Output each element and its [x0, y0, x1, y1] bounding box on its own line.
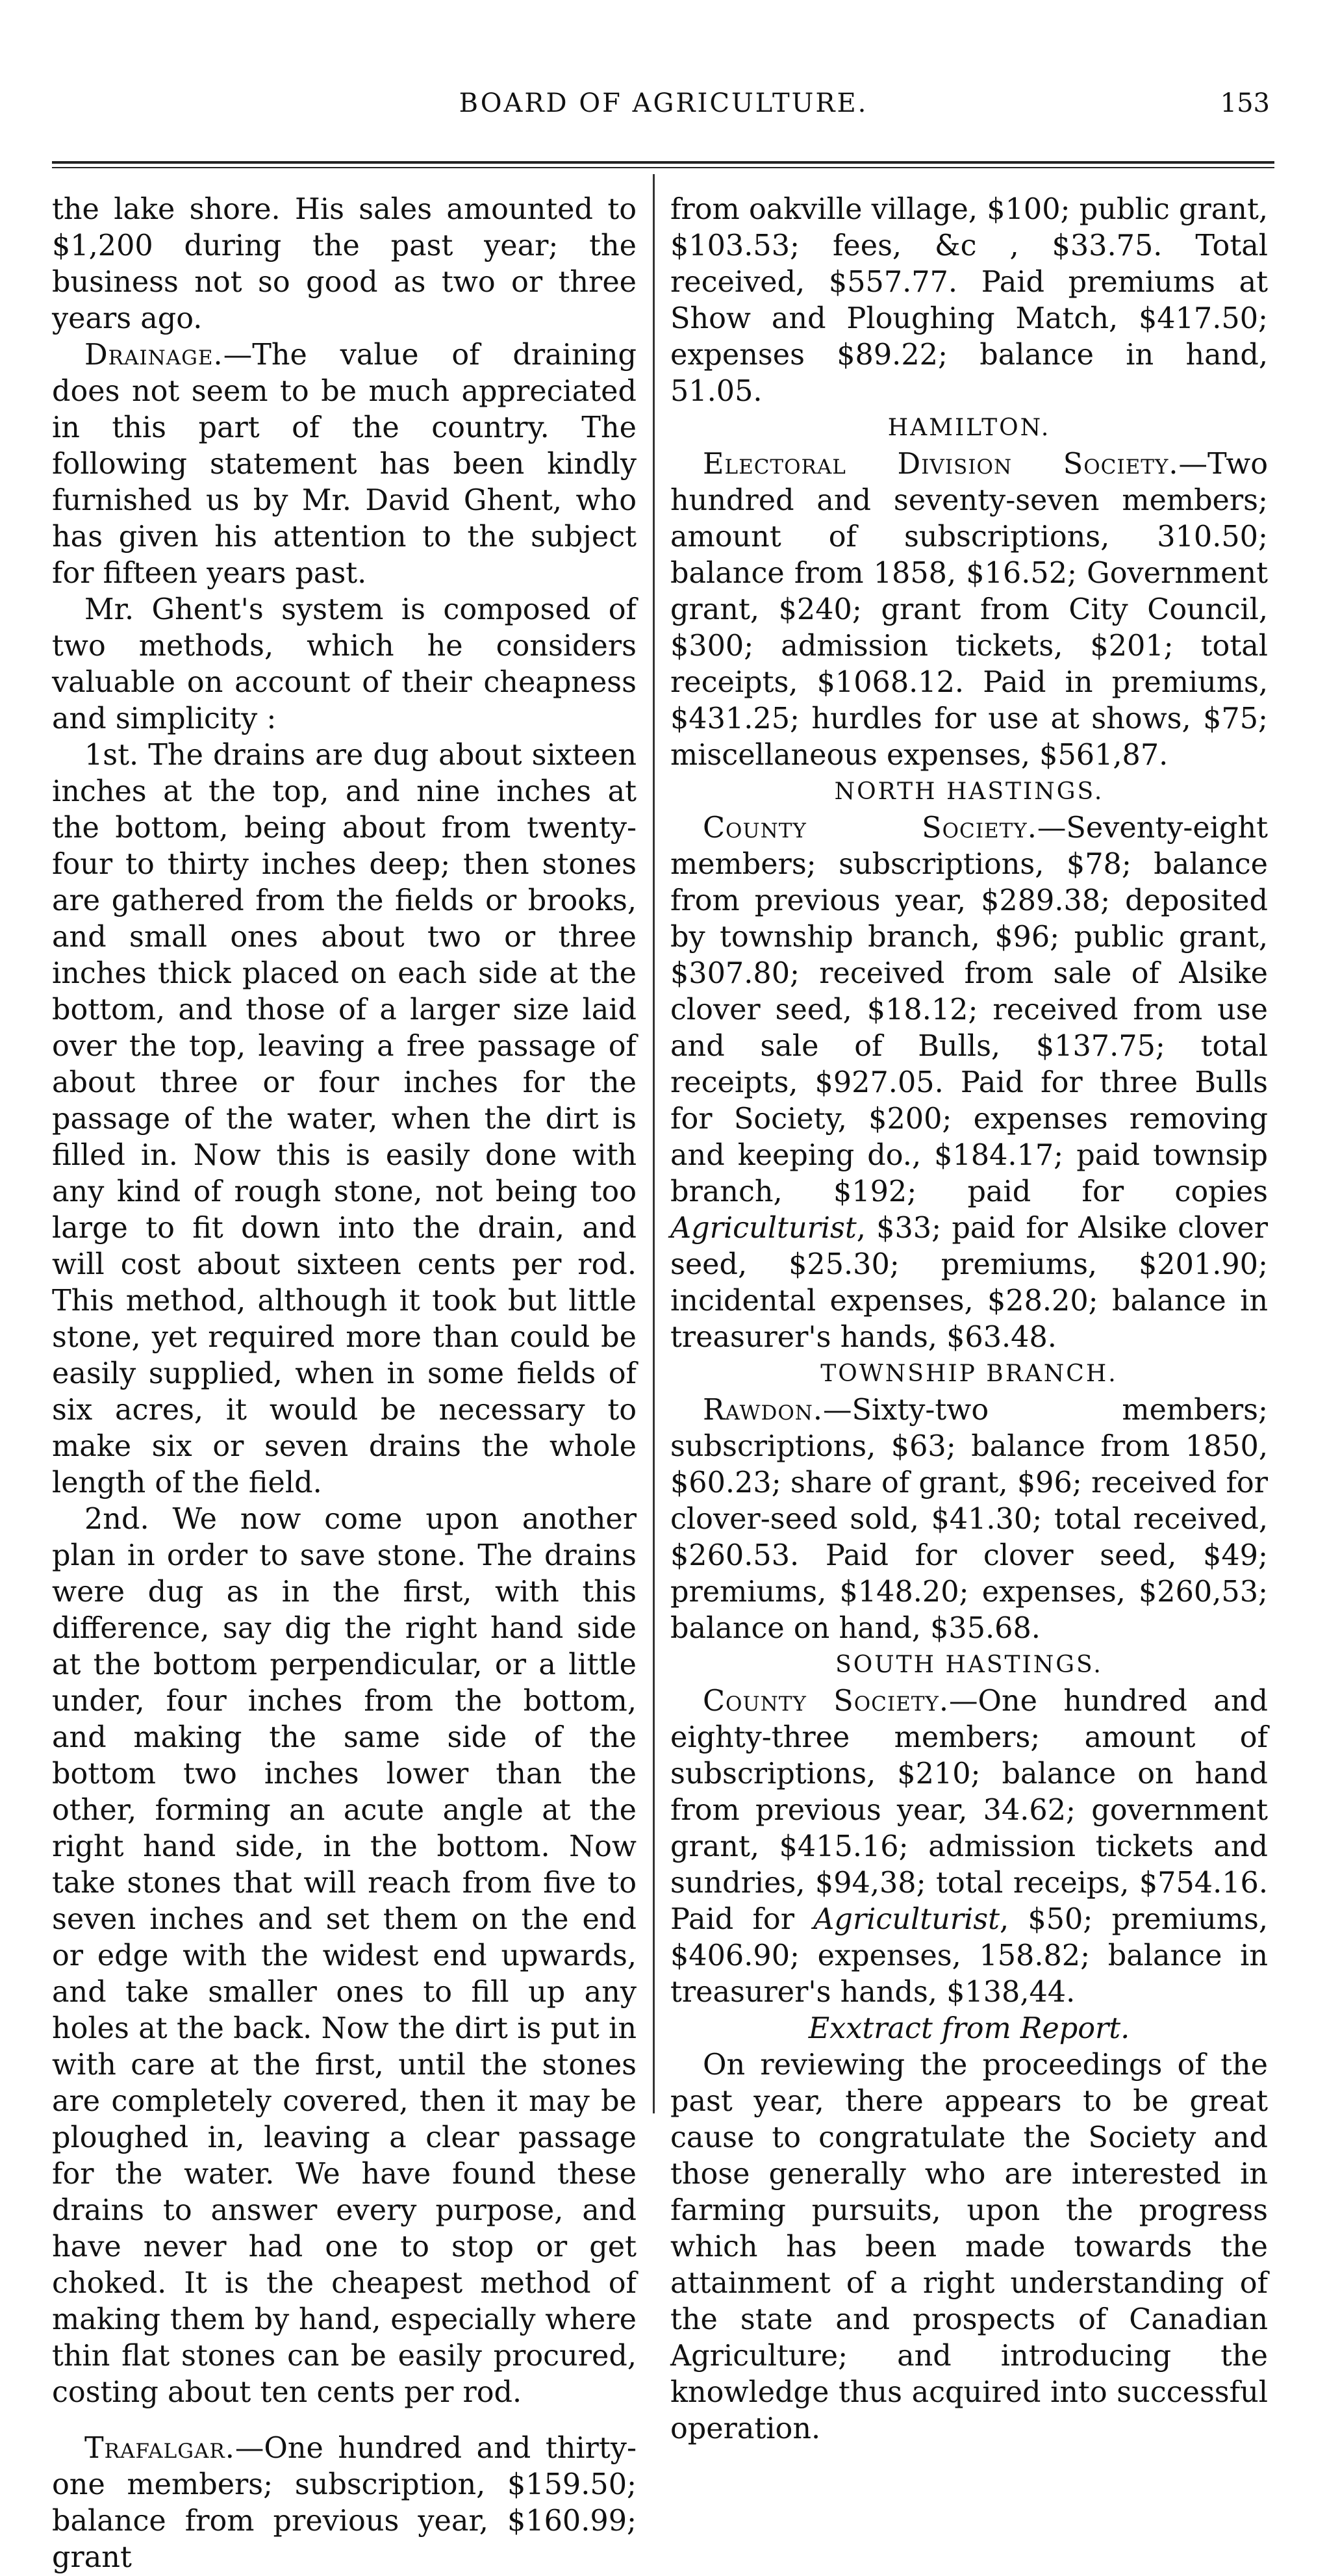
left-column	[52, 192, 637, 2576]
paragraph-ghent-system: Mr. Ghent's system is composed of two methods, which he considers valuable on account of their cheapness and simplicity :	[52, 593, 637, 735]
paragraph-north-hastings	[670, 810, 1268, 1356]
paragraph-extract: On reviewing the proceedings of the past year, there appears to be great cause to congratulate the Society and those generally who are interested in farming pursuits, upon the progress which has been made towards the attainment of a right understanding of the state and prospects of Canadian Agriculture; and introducing the knowledge thus acquired into successful operation.	[670, 2048, 1268, 2445]
heading-township-branch: TOWNSHIP BRANCH.	[820, 1360, 1118, 1387]
south-text-a: —One hundred and eighty-three members; amount of subscriptions, $210; balance on hand from previous year, 34.62; government grant, $415.16; admission tickets and sundries, $94,38; total receips, $754.16. Paid for	[670, 1685, 1268, 1936]
paragraph-lake-shore: the lake shore. His sales amounted to $1,200 during the past year; the business not so good as two or three years ago.	[52, 193, 637, 335]
paragraph-drainage	[52, 337, 637, 592]
paragraph-south-hastings	[670, 1683, 1268, 2011]
north-italic: Agriculturist	[670, 1212, 857, 1245]
rawdon-text: —Sixty-two members; subscriptions, $63; balance from 1850, $60.23; share of grant, $96; received for clover-seed sold, $41.30; total received, $260.53. Paid for clover seed, $49; premiums, $148.20; expenses, $260,53; balance on hand, $35.68.	[670, 1394, 1268, 1645]
south-text-b: , $50; premiums, $406.90; expenses, 158.82; balance in treasurer's hands, $138,44.	[670, 1903, 1268, 2009]
paragraph-second-method: 2nd. We now come upon another plan in order to save stone. The drains were dug as in the first, with this difference, say dig the right hand side at the bottom perpendicular, or a little under, four inches from the bottom, and making the same side of the bottom two inches lower than the other, forming an acute angle at the right hand side, in the bottom. Now take stones that will reach from five to seven inches and set them on the end or edge with the widest end upwards, and take smaller ones to fill up any holes at the back. Now the dirt is put in with care at the first, until the stones are completely covered, then it may be ploughed in, leaving a clear passage for the water. We have found these drains to answer every purpose, and have never had one to stop or get choked. It is the cheapest method of making them by hand, especially where thin flat stones can be easily procured, costing about ten cents per rod.	[52, 1503, 637, 2409]
paragraph-trafalgar-continued: from oakville village, $100; public grant, $103.53; fees, &c , $33.75. Total received, $557.77. Paid premiums at Show and Ploughing Match, $417.50; expenses $89.22; balance in hand, 51.05.	[670, 193, 1268, 408]
page-number: 153	[1220, 88, 1270, 118]
drainage-text: —The value of draining does not seem to be much appreciated in this part of the country. The following statement has been kindly furnished us by Mr. David Ghent, who has given his attention to the subject for fifteen years past.	[52, 338, 637, 590]
north-label: County Society.	[703, 811, 1037, 845]
paragraph-first-method: 1st. The drains are dug about sixteen inches at the top, and nine inches at the bottom, being about from twenty-four to thirty inches deep; then stones are gathered from the fields or brooks, and small ones about two or three inches thick placed on each side at the bottom, and those of a larger size laid over the top, leaving a free passage of about three or four inches for the passage of the water, when the dirt is filled in. Now this is easily done with any kind of rough stone, not being too large to fit down into the drain, and will cost about sixteen cents per rod. This method, although it took but little stone, yet required more than could be easily supplied, when in some fields of six acres, it would be necessary to make six or seven drains the whole length of the field.	[52, 739, 637, 1499]
paragraph-hamilton	[670, 446, 1268, 774]
column-divider	[653, 174, 655, 2113]
north-text-b: , $33; paid for Alsike clover seed, $25.30; premiums, $201.90; incidental expenses, $28.20; balance in treasurer's hands, $63.48.	[670, 1212, 1268, 1354]
extract-title: Exxtract from Report.	[808, 2012, 1130, 2045]
south-italic: Agriculturist	[813, 1903, 1000, 1936]
trafalgar-label: Trafalgar.	[84, 2432, 235, 2465]
heading-hamilton: HAMILTON.	[887, 414, 1051, 441]
south-label: County Society.	[703, 1685, 950, 1718]
heading-south-hastings: SOUTH HASTINGS.	[835, 1651, 1103, 1678]
rawdon-label: Rawdon.	[703, 1394, 824, 1427]
hamilton-text: —Two hundred and seventy-seven members; amount of subscriptions, 310.50; balance from 1858, $16.52; Government grant, $240; grant from City Council, $300; admission tickets, $201; total receipts, $1068.12. Paid in premiums, $431.25; hurdles for use at shows, $75; miscellaneous expenses, $561,87.	[670, 448, 1268, 772]
page-header	[52, 83, 1275, 129]
paragraph-trafalgar	[52, 2430, 637, 2576]
running-title: BOARD OF AGRICULTURE.	[459, 88, 868, 118]
heading-north-hastings: NORTH HASTINGS.	[834, 778, 1104, 805]
north-text-a: —Seventy-eight members; subscriptions, $78; balance from previous year, $289.38; deposited by township branch, $96; public grant, $307.80; received from sale of Alsike clover seed, $18.12; received from use and sale of Bulls, $137.75; total receipts, $927.05. Paid for three Bulls for Society, $200; expenses removing and keeping do., $184.17; paid townsip branch, $192; paid for copies	[670, 811, 1268, 1208]
right-column	[670, 192, 1268, 2447]
drainage-label: Drainage.	[84, 338, 223, 372]
hamilton-label: Electoral Division Society.	[703, 448, 1179, 481]
paragraph-rawdon	[670, 1392, 1268, 1647]
header-rule-thick	[52, 161, 1274, 164]
spacer	[52, 2411, 637, 2430]
header-rule-thin	[52, 167, 1274, 168]
trafalgar-text: —One hundred and thirty-one members; subscription, $159.50; balance from previous year, $160.99; grant	[52, 2432, 637, 2574]
